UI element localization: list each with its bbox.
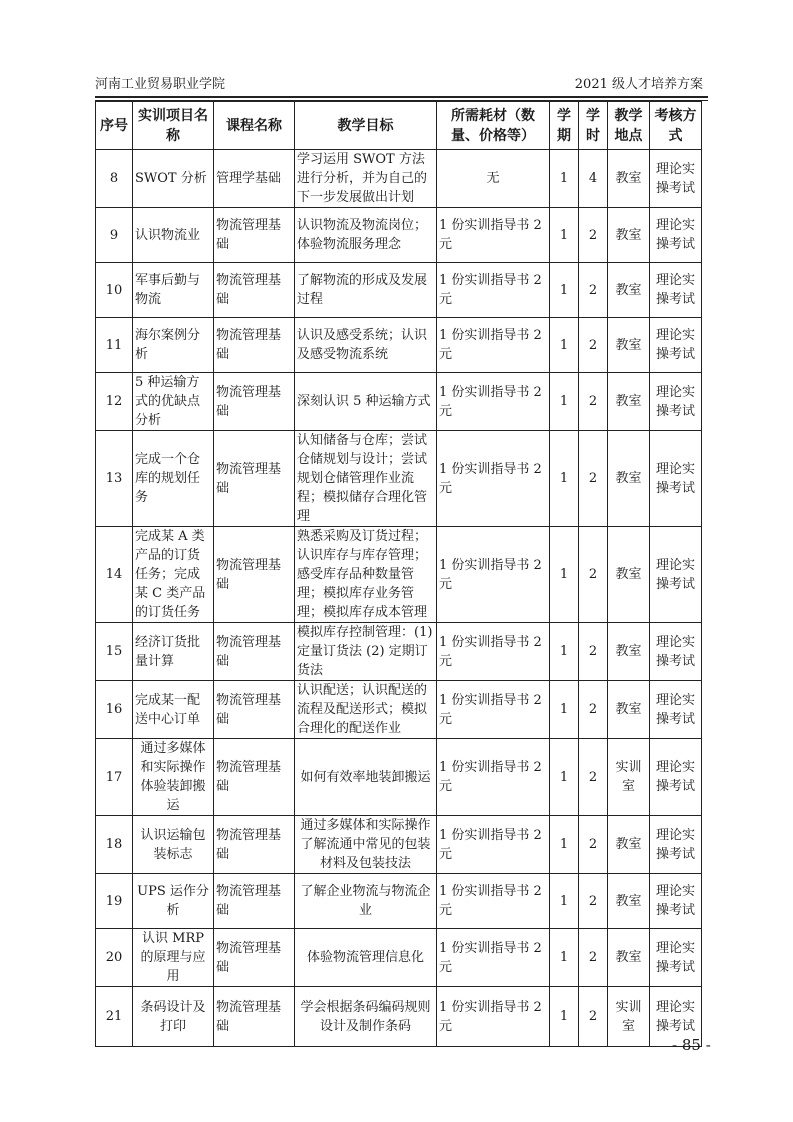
row-no: 14	[96, 527, 133, 623]
row-no: 20	[96, 929, 133, 987]
row-no: 17	[96, 739, 133, 816]
row-course: 物流管理基础	[214, 987, 295, 1047]
row-exam: 理论实操考试	[650, 816, 702, 874]
row-no: 9	[96, 208, 133, 263]
row-goal: 体验物流管理信息化	[295, 929, 437, 987]
table-row	[96, 373, 702, 431]
row-course: 物流管理基础	[214, 874, 295, 929]
table-row	[96, 929, 702, 987]
row-hours: 2	[579, 527, 608, 623]
row-course: 物流管理基础	[214, 527, 295, 623]
row-course: 物流管理基础	[214, 263, 295, 318]
row-project: SWOT 分析	[133, 150, 214, 208]
row-term: 1	[550, 623, 579, 681]
row-course: 物流管理基础	[214, 431, 295, 527]
row-term: 1	[550, 208, 579, 263]
row-term: 1	[550, 373, 579, 431]
row-project: 认识 MRP 的原理与应用	[133, 929, 214, 987]
row-course: 物流管理基础	[214, 681, 295, 739]
row-place: 教室	[608, 681, 650, 739]
row-place: 教室	[608, 373, 650, 431]
row-exam: 理论实操考试	[650, 929, 702, 987]
row-term: 1	[550, 816, 579, 874]
row-place: 实训室	[608, 987, 650, 1047]
col-header-hours: 学时	[579, 102, 608, 150]
row-hours: 2	[579, 623, 608, 681]
row-materials: 1 份实训指导书 2 元	[437, 816, 550, 874]
row-project: 海尔案例分析	[133, 318, 214, 373]
table-header-row	[96, 102, 702, 150]
row-course: 物流管理基础	[214, 208, 295, 263]
row-project: 通过多媒体和实际操作体验装卸搬运	[133, 739, 214, 816]
row-term: 1	[550, 681, 579, 739]
document-title: 2021 级人才培养方案	[574, 77, 703, 92]
page-number: - 85 -	[672, 1036, 711, 1054]
table-row	[96, 318, 702, 373]
col-header-course: 课程名称	[214, 102, 295, 150]
row-course: 物流管理基础	[214, 318, 295, 373]
row-no: 12	[96, 373, 133, 431]
row-place: 教室	[608, 208, 650, 263]
row-course: 物流管理基础	[214, 623, 295, 681]
row-goal: 熟悉采购及订货过程；认识库存与库存管理；感受库存品种数量管理；模拟库存业务管理；模拟库存成本管理	[295, 527, 437, 623]
row-exam: 理论实操考试	[650, 318, 702, 373]
row-exam: 理论实操考试	[650, 431, 702, 527]
row-exam: 理论实操考试	[650, 623, 702, 681]
row-term: 1	[550, 527, 579, 623]
row-goal: 认知储备与仓库；尝试仓储规划与设计；尝试规划仓储管理作业流程；模拟储存合理化管理	[295, 431, 437, 527]
col-header-term: 学期	[550, 102, 579, 150]
row-project: 完成某 A 类产品的订货任务；完成某 C 类产品的订货任务	[133, 527, 214, 623]
header-rule-thick	[95, 96, 708, 98]
row-hours: 2	[579, 987, 608, 1047]
row-term: 1	[550, 929, 579, 987]
row-materials: 无	[437, 150, 550, 208]
row-materials: 1 份实训指导书 2 元	[437, 318, 550, 373]
row-exam: 理论实操考试	[650, 739, 702, 816]
row-project: 经济订货批量计算	[133, 623, 214, 681]
row-materials: 1 份实训指导书 2 元	[437, 987, 550, 1047]
row-place: 教室	[608, 527, 650, 623]
row-no: 19	[96, 874, 133, 929]
row-place: 教室	[608, 929, 650, 987]
col-header-exam: 考核方式	[650, 102, 702, 150]
row-project: 5 种运输方式的优缺点分析	[133, 373, 214, 431]
training-projects-table	[95, 101, 702, 1047]
row-no: 10	[96, 263, 133, 318]
row-project: UPS 运作分析	[133, 874, 214, 929]
row-place: 实训室	[608, 739, 650, 816]
row-no: 18	[96, 816, 133, 874]
table-row	[96, 431, 702, 527]
col-header-no: 序号	[96, 102, 133, 150]
row-place: 教室	[608, 263, 650, 318]
row-place: 教室	[608, 874, 650, 929]
row-materials: 1 份实训指导书 2 元	[437, 681, 550, 739]
row-hours: 2	[579, 318, 608, 373]
row-hours: 2	[579, 739, 608, 816]
row-materials: 1 份实训指导书 2 元	[437, 623, 550, 681]
row-course: 物流管理基础	[214, 929, 295, 987]
row-materials: 1 份实训指导书 2 元	[437, 208, 550, 263]
table-row	[96, 208, 702, 263]
col-header-materials: 所需耗材（数量、价格等）	[437, 102, 550, 150]
institution-name: 河南工业贸易职业学院	[95, 77, 226, 92]
row-project: 完成某一配送中心订单	[133, 681, 214, 739]
col-header-project: 实训项目名称	[133, 102, 214, 150]
row-goal: 学习运用 SWOT 方法进行分析，并为自己的下一步发展做出计划	[295, 150, 437, 208]
row-hours: 2	[579, 373, 608, 431]
row-hours: 4	[579, 150, 608, 208]
row-hours: 2	[579, 431, 608, 527]
row-goal: 了解物流的形成及发展过程	[295, 263, 437, 318]
row-goal: 认识物流及物流岗位；体验物流服务理念	[295, 208, 437, 263]
row-goal: 了解企业物流与物流企业	[295, 874, 437, 929]
row-term: 1	[550, 431, 579, 527]
row-no: 13	[96, 431, 133, 527]
col-header-goal: 教学目标	[295, 102, 437, 150]
row-no: 16	[96, 681, 133, 739]
row-project: 条码设计及打印	[133, 987, 214, 1047]
row-exam: 理论实操考试	[650, 874, 702, 929]
row-goal: 学会根据条码编码规则设计及制作条码	[295, 987, 437, 1047]
row-place: 教室	[608, 150, 650, 208]
row-exam: 理论实操考试	[650, 263, 702, 318]
row-materials: 1 份实训指导书 2 元	[437, 263, 550, 318]
row-goal: 通过多媒体和实际操作了解流通中常见的包装材料及包装技法	[295, 816, 437, 874]
row-goal: 认识及感受系统；认识及感受物流系统	[295, 318, 437, 373]
row-hours: 2	[579, 929, 608, 987]
table-row	[96, 623, 702, 681]
row-project: 完成一个仓库的规划任务	[133, 431, 214, 527]
row-no: 11	[96, 318, 133, 373]
row-hours: 2	[579, 681, 608, 739]
row-course: 物流管理基础	[214, 739, 295, 816]
table-row	[96, 874, 702, 929]
row-course: 物流管理基础	[214, 816, 295, 874]
row-materials: 1 份实训指导书 2 元	[437, 527, 550, 623]
row-hours: 2	[579, 208, 608, 263]
row-hours: 2	[579, 874, 608, 929]
table-row	[96, 263, 702, 318]
row-term: 1	[550, 150, 579, 208]
row-term: 1	[550, 987, 579, 1047]
row-project: 认识物流业	[133, 208, 214, 263]
col-header-place: 教学地点	[608, 102, 650, 150]
row-project: 军事后勤与物流	[133, 263, 214, 318]
row-materials: 1 份实训指导书 2 元	[437, 431, 550, 527]
row-no: 15	[96, 623, 133, 681]
table-row	[96, 681, 702, 739]
table-row	[96, 150, 702, 208]
table-row	[96, 816, 702, 874]
row-goal: 深刻认识 5 种运输方式	[295, 373, 437, 431]
row-no: 8	[96, 150, 133, 208]
row-project: 认识运输包装标志	[133, 816, 214, 874]
row-goal: 认识配送；认识配送的流程及配送形式；模拟合理化的配送作业	[295, 681, 437, 739]
row-exam: 理论实操考试	[650, 681, 702, 739]
row-exam: 理论实操考试	[650, 208, 702, 263]
row-place: 教室	[608, 431, 650, 527]
row-materials: 1 份实训指导书 2 元	[437, 739, 550, 816]
row-hours: 2	[579, 263, 608, 318]
page-header	[95, 76, 703, 94]
row-materials: 1 份实训指导书 2 元	[437, 874, 550, 929]
row-place: 教室	[608, 816, 650, 874]
row-exam: 理论实操考试	[650, 150, 702, 208]
row-exam: 理论实操考试	[650, 373, 702, 431]
row-hours: 2	[579, 816, 608, 874]
table-row	[96, 987, 702, 1047]
table-row	[96, 739, 702, 816]
row-course: 管理学基础	[214, 150, 295, 208]
row-place: 教室	[608, 623, 650, 681]
row-no: 21	[96, 987, 133, 1047]
row-goal: 模拟库存控制管理：(1) 定量订货法 (2) 定期订货法	[295, 623, 437, 681]
row-term: 1	[550, 263, 579, 318]
row-exam: 理论实操考试	[650, 527, 702, 623]
row-term: 1	[550, 318, 579, 373]
row-term: 1	[550, 739, 579, 816]
row-place: 教室	[608, 318, 650, 373]
row-materials: 1 份实训指导书 2 元	[437, 373, 550, 431]
row-term: 1	[550, 874, 579, 929]
row-materials: 1 份实训指导书 2 元	[437, 929, 550, 987]
row-course: 物流管理基础	[214, 373, 295, 431]
table-row	[96, 527, 702, 623]
row-goal: 如何有效率地装卸搬运	[295, 739, 437, 816]
row-exam: 理论实操考试	[650, 987, 702, 1047]
